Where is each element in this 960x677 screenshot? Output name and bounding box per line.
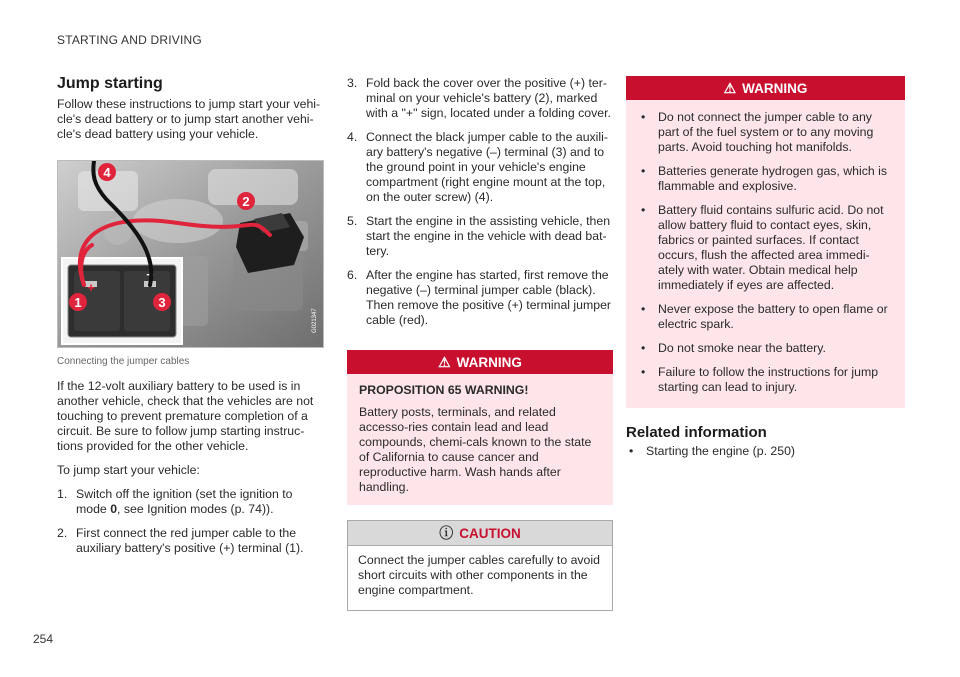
- steps-list-part-2: [347, 76, 613, 328]
- step-item: [57, 526, 322, 556]
- warning-main-box: [626, 76, 905, 408]
- running-head: STARTING AND DRIVING: [57, 33, 202, 47]
- related-list: [626, 444, 905, 459]
- ignition-mode-value: 0: [110, 502, 118, 516]
- step-number: 4.: [347, 130, 358, 144]
- step-number: 5.: [347, 214, 358, 228]
- column-right: [626, 76, 905, 463]
- engine-illustration: [58, 161, 323, 347]
- column-left: [57, 76, 322, 565]
- caution-header: [348, 521, 612, 546]
- step-number: 6.: [347, 268, 358, 282]
- section-title: Jump starting: [57, 75, 163, 92]
- step-text: First connect the red jumper cable to the auxiliary battery's positive (+) terminal (1).: [76, 526, 304, 555]
- warning-body: [347, 374, 613, 505]
- paragraph-jump-start-lead: To jump start your vehicle:: [57, 463, 200, 477]
- warning-item: • Never expose the battery to open flame or electric spark.: [638, 302, 895, 332]
- step-text: After the engine has started, first remove the negative (–) terminal jumper cable (black). Then remove the positive (+) terminal jumper cable (red).: [366, 268, 612, 327]
- callout-1: [69, 293, 87, 311]
- step-text: Fold back the cover over the positive (+) ter-minal on your vehicle's battery (2), marked with a "+" sign, located under a folding cover.: [366, 76, 611, 120]
- step-text: Start the engine in the assisting vehicle, then start the engine in the vehicle with dead bat-tery.: [366, 214, 611, 258]
- prop65-title: PROPOSITION 65 WARNING!: [359, 383, 529, 397]
- battery-minus-sign: −: [146, 267, 154, 282]
- warning-body: [626, 100, 905, 408]
- warning-item: • Failure to follow the instructions for jump starting can lead to injury.: [638, 365, 895, 395]
- warning-item: • Batteries generate hydrogen gas, which is flammable and explosive.: [638, 164, 895, 194]
- figure-caption: Connecting the jumper cables: [57, 356, 190, 367]
- warning-item: • Do not smoke near the battery.: [638, 341, 895, 356]
- caution-exclamation-icon: ⓘ: [439, 524, 454, 541]
- warning-header: [626, 76, 905, 100]
- warning-header: [347, 350, 613, 374]
- battery-plus-sign: +: [87, 280, 95, 295]
- warning-heading: WARNING: [742, 80, 808, 96]
- step-number: 2.: [57, 526, 68, 540]
- warning-prop65-box: [347, 350, 613, 505]
- caution-box: [347, 520, 613, 611]
- svg-text:3: 3: [158, 295, 166, 310]
- step-item: [347, 76, 613, 121]
- related-title: Related information: [626, 424, 767, 441]
- step-item: [347, 268, 613, 328]
- caution-heading: CAUTION: [459, 525, 521, 541]
- step-text-post: , see Ignition modes (p. 74)).: [117, 502, 274, 516]
- svg-text:4: 4: [103, 165, 111, 180]
- callout-2: [237, 192, 255, 210]
- callout-4: [98, 163, 116, 181]
- warning-triangle-icon: ⚠: [438, 353, 451, 370]
- svg-text:1: 1: [74, 295, 82, 310]
- step-number: 1.: [57, 487, 68, 501]
- related-information: [626, 425, 905, 459]
- warning-heading: WARNING: [456, 354, 522, 370]
- page-number: 254: [33, 632, 54, 646]
- warning-list: [638, 110, 895, 395]
- step-item: [347, 214, 613, 259]
- step-text-pre: Switch off the ignition (set the ignition to mode: [76, 487, 293, 516]
- paragraph-auxiliary-battery: If the 12-volt auxiliary battery to be used is in another vehicle, check that the vehicles are not touching to prevent premature completion of a circuit. Be sure to follow jump starting instruc-tions provided for the other vehicle.: [57, 379, 314, 453]
- callout-3: [153, 293, 171, 311]
- step-item: [57, 487, 322, 517]
- related-link[interactable]: • Starting the engine (p. 250): [626, 444, 905, 459]
- step-item: [347, 130, 613, 205]
- warning-item: • Do not connect the jumper cable to any part of the fuel system or to any moving parts. Avoid touching hot manifolds.: [638, 110, 895, 155]
- figure-code: G021347: [312, 308, 318, 333]
- step-text: Connect the black jumper cable to the auxili-ary battery's negative (–) terminal (3) and to the ground point in your vehicle's engine compartment (right engine mount at the top, on the outer screw) (4).: [366, 130, 608, 204]
- warning-item: • Battery fluid contains sulfuric acid. Do not allow battery fluid to contact eyes, skin, fabrics or painted surfaces. If contact occurs, flush the affected area immedi-ately with water. Obtain medical help immediately if eyes are affected.: [638, 203, 895, 293]
- warning-triangle-icon: ⚠: [723, 79, 737, 96]
- prop65-text: Battery posts, terminals, and related accesso-ries contain lead and lead compounds, chemi-cals known to the state of California to cause cancer and reproductive harm. Wash hands after handling.: [359, 405, 592, 494]
- jumper-cables-figure: [57, 160, 324, 348]
- column-middle: [347, 76, 613, 611]
- intro-paragraph: Follow these instructions to jump start your vehi-cle's dead battery or to jump start another vehi-cle's dead battery using your vehicle.: [57, 97, 321, 141]
- svg-text:2: 2: [242, 194, 250, 209]
- step-number: 3.: [347, 76, 358, 90]
- steps-list-part-1: [57, 487, 322, 556]
- caution-body: Connect the jumper cables carefully to avoid short circuits with other components in the engine compartment.: [348, 546, 612, 610]
